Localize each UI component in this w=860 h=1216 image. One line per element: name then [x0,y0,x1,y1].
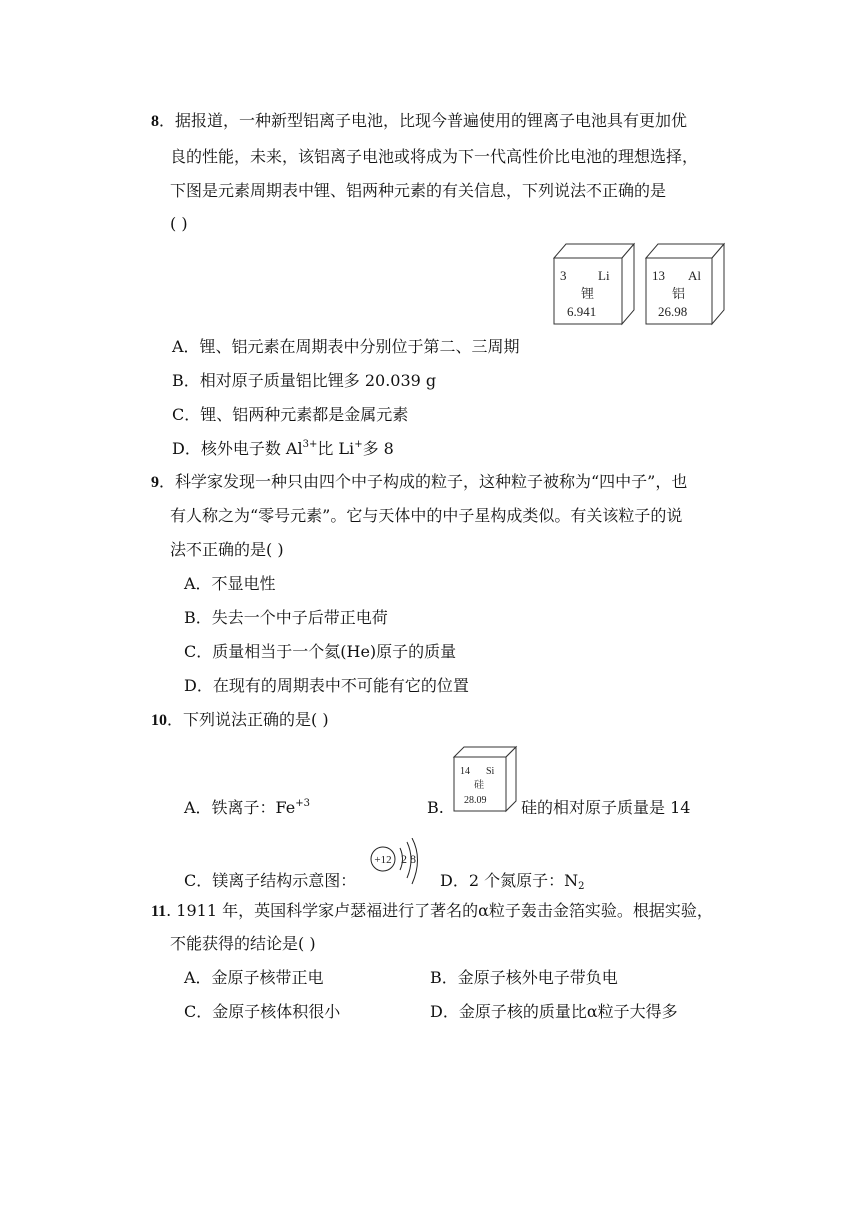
q10-option-a: A．铁离子：$Fe^{+3}$ [184,798,311,817]
q10-line-1: 10．下列说法正确的是( ) [151,710,329,729]
q9-line-2: 有人称之为“零号元素”。它与天体中的中子星构成类似。有关该粒子的说 [170,506,683,525]
si-mass: 28.09 [464,795,487,806]
q8-line-4: ( ) [170,214,188,233]
q9-line-3: 法不正确的是( ) [170,540,284,559]
q11-option-c: C．金原子核体积很小 [184,1002,341,1021]
q9-option-b: B．失去一个中子后带正电荷 [184,608,388,627]
al-number: 13 [652,268,665,283]
element-tiles-li-al [548,240,728,330]
al-name: 铝 [672,286,686,301]
q10-option-c: C．镁离子结构示意图： [184,871,357,890]
li-mass: 6.941 [567,304,597,319]
li-name: 锂 [581,286,595,301]
shell-1-count: 2 [401,852,407,866]
q11-option-a: A．金原子核带正电 [184,968,324,987]
q9-option-a: A．不显电性 [184,574,276,593]
li-number: 3 [560,268,567,283]
q8-line-3: 下图是元素周期表中锂、铝两种元素的有关信息，下列说法不正确的是 [170,181,667,200]
q10-option-b-text: 硅的相对原子质量是 14 [521,798,691,817]
q8-line-2: 良的性能，未来，该铝离子电池或将成为下一代高性价比电池的理想选择， [170,147,699,166]
q11-line-1: 11. 1911 年，英国科学家卢瑟福进行了著名的α粒子轰击金箔实验。根据实验， [151,901,713,920]
q10-number: 10 [151,712,167,729]
element-tile-li [554,244,634,324]
q8-option-c: C．锂、铝两种元素都是金属元素 [172,405,409,424]
q8-option-d: D．核外电子数 $Al^{3+}$比 Li+多 8 [172,439,394,458]
q11-option-d: D．金原子核的质量比α粒子大得多 [430,1002,678,1021]
q8-option-b: B．相对原子质量铝比锂多 20.039 g [172,371,437,390]
q9-option-d: D．在现有的周期表中不可能有它的位置 [184,676,469,695]
q8-line-1: 8．据报道，一种新型铝离子电池，比现今普遍使用的锂离子电池具有更加优 [151,111,688,130]
li-symbol: Li [598,268,610,283]
q11-line-2: 不能获得的结论是( ) [170,934,316,953]
al-mass: 26.98 [658,304,688,319]
si-name: 硅 [474,780,484,791]
magnesium-ion-diagram [368,838,428,888]
q11-number: 11 [151,903,167,920]
si-symbol: Si [486,766,495,777]
shell-2-count: 8 [410,852,416,866]
q11-option-b: B．金原子核外电子带负电 [430,968,618,987]
q10-option-d: D．2 个氮原子：$N_2$ [440,871,585,892]
nucleus-charge: +12 [374,854,392,866]
q8-number: 8 [151,113,159,130]
al-symbol: Al [688,268,701,283]
element-tile-si [452,745,522,815]
q9-number: 9 [151,474,159,491]
q9-option-c: C．质量相当于一个氦(He)原子的质量 [184,642,457,661]
q10-option-b-label: B. [427,798,444,817]
q8-option-a: A．锂、铝元素在周期表中分别位于第二、三周期 [172,337,520,356]
si-number: 14 [460,766,470,777]
q9-line-1: 9．科学家发现一种只由四个中子构成的粒子，这种粒子被称为“四中子”，也 [151,472,688,491]
element-tile-al [646,244,724,324]
